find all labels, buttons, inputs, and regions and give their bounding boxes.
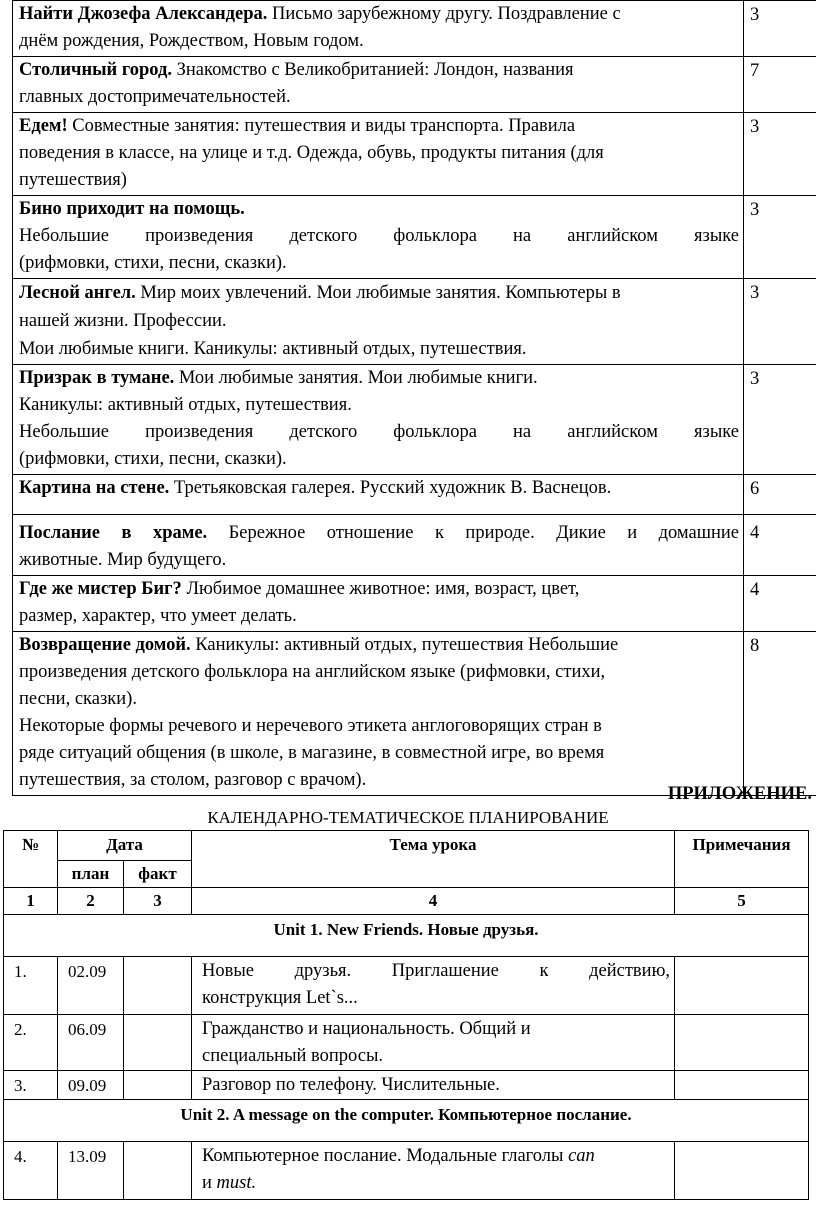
lesson-plan-date: 02.09 (58, 957, 124, 1015)
syllabus-text: Каникулы: активный отдых, путешествия. (19, 395, 352, 415)
lesson-fact-date (124, 1142, 192, 1200)
syllabus-text: (рифмовки, стихи, песни, сказки). (19, 253, 287, 273)
syllabus-topic-cell (13, 576, 744, 632)
syllabus-title: Лесной ангел. (19, 283, 136, 303)
lesson-topic-text: и (202, 1173, 212, 1193)
lesson-notes (675, 1071, 809, 1100)
syllabus-text: размер, характер, что умеет делать. (19, 606, 297, 626)
syllabus-hours: 3 (744, 365, 816, 475)
syllabus-text: Любимое домашнее животное: имя, возраст, цвет, (181, 579, 580, 599)
syllabus-text: Бережное отношение к природе. Дикие и домашние (207, 523, 739, 543)
syllabus-text: путешествия, за столом, разговор с врачом). (19, 770, 367, 790)
syllabus-hours: 4 (744, 515, 816, 576)
syllabus-topic-cell (13, 1, 744, 57)
syllabus-topic-cell (13, 475, 744, 515)
lesson-notes (675, 957, 809, 1015)
plan-title: КАЛЕНДАРНО-ТЕМАТИЧЕСКОЕ ПЛАНИРОВАНИЕ (207, 808, 609, 827)
header-row (4, 831, 809, 861)
syllabus-hours: 8 (744, 632, 816, 796)
syllabus-text: днём рождения, Рождеством, Новым годом. (19, 31, 364, 51)
header-date: Дата (58, 831, 192, 861)
syllabus-title: Послание в храме. (19, 523, 208, 543)
syllabus-text: песни, сказки). (19, 689, 137, 709)
lesson-topic-text: Компьютерное послание. Модальные глаголы (202, 1146, 564, 1166)
syllabus-text: Мои любимые книги. Каникулы: активный отдых, путешествия. (19, 339, 527, 359)
column-number: 5 (675, 888, 809, 915)
lesson-row (4, 1071, 809, 1100)
lesson-notes (675, 1015, 809, 1071)
syllabus-hours: 3 (744, 196, 816, 279)
unit-title: Unit 2. A message on the computer. Компьютерное послание. (4, 1100, 809, 1142)
syllabus-hours: 4 (744, 576, 816, 632)
lesson-fact-date (124, 1071, 192, 1100)
syllabus-row (13, 632, 816, 796)
lesson-plan-date: 06.09 (58, 1015, 124, 1071)
column-number: 1 (4, 888, 58, 915)
syllabus-hours: 6 (744, 475, 816, 515)
lesson-topic-text: Новые друзья. Приглашение к действию, (202, 961, 671, 981)
column-number: 3 (124, 888, 192, 915)
syllabus-hours: 3 (744, 113, 816, 196)
syllabus-text: поведения в классе, на улице и т.д. Одежда, обувь, продукты питания (для (19, 143, 604, 163)
header-number: № (4, 831, 58, 888)
syllabus-row (13, 576, 816, 632)
syllabus-text: Каникулы: активный отдых, путешествия Небольшие (190, 635, 619, 655)
syllabus-topic-cell (13, 57, 744, 113)
syllabus-text: Некоторые формы речевого и неречевого этикета англоговорящих стран в (19, 716, 602, 736)
syllabus-title: Картина на стене. (19, 478, 170, 498)
syllabus-topic-cell (13, 196, 744, 279)
syllabus-text: Небольшие произведения детского фольклора на английском языке (19, 422, 739, 442)
header-notes: Примечания (675, 831, 809, 888)
syllabus-text: Совместные занятия: путешествия и виды транспорта. Правила (67, 116, 576, 136)
column-number-row (4, 888, 809, 915)
syllabus-topic-cell (13, 632, 744, 796)
syllabus-row (13, 279, 816, 365)
syllabus-row (13, 475, 816, 515)
lesson-number: 2. (4, 1015, 58, 1071)
syllabus-row (13, 113, 816, 196)
lesson-number: 1. (4, 957, 58, 1015)
lesson-number: 4. (4, 1142, 58, 1200)
syllabus-text: произведения детского фольклора на английском языке (рифмовки, стихи, (19, 662, 606, 682)
syllabus-text: животные. Мир будущего. (19, 550, 227, 570)
lesson-topic-text: специальный вопросы. (202, 1046, 384, 1066)
lesson-fact-date (124, 957, 192, 1015)
syllabus-title: Где же мистер Биг? (19, 579, 182, 599)
lesson-topic-text: Разговор по телефону. Числительные. (202, 1075, 500, 1095)
syllabus-text: путешествия) (19, 170, 127, 190)
unit-title: Unit 1. New Friends. Новые друзья. (4, 915, 809, 957)
lesson-notes (675, 1142, 809, 1200)
lesson-number: 3. (4, 1071, 58, 1100)
syllabus-row (13, 1, 816, 57)
syllabus-text: Небольшие произведения детского фольклора на английском языке (19, 226, 739, 246)
syllabus-topic-cell (13, 279, 744, 365)
lesson-fact-date (124, 1015, 192, 1071)
syllabus-text: (рифмовки, стихи, песни, сказки). (19, 449, 287, 469)
lesson-topic (192, 1142, 675, 1200)
syllabus-row (13, 57, 816, 113)
syllabus-hours: 3 (744, 279, 816, 365)
syllabus-row (13, 196, 816, 279)
syllabus-title: Бино приходит на помощь. (19, 199, 245, 219)
calendar-table (3, 830, 809, 1200)
lesson-topic (192, 957, 675, 1015)
syllabus-title: Столичный город. (19, 60, 173, 80)
lesson-plan-date: 09.09 (58, 1071, 124, 1100)
syllabus-text: ряде ситуаций общения (в школе, в магазине, в совместной игре, во время (19, 743, 605, 763)
syllabus-title: Призрак в тумане. (19, 368, 175, 388)
syllabus-text: Мои любимые занятия. Мои любимые книги. (174, 368, 538, 388)
syllabus-hours: 3 (744, 1, 816, 57)
syllabus-topic-cell (13, 113, 744, 196)
lesson-topic (192, 1071, 675, 1100)
column-number: 2 (58, 888, 124, 915)
unit-row (4, 1100, 809, 1142)
lesson-topic-text: конструкция Let`s... (202, 988, 358, 1008)
header-fact: факт (124, 861, 192, 888)
lesson-topic-text: Гражданство и национальность. Общий и (202, 1019, 531, 1039)
lesson-topic-italic: must. (216, 1173, 257, 1193)
lesson-row (4, 1142, 809, 1200)
syllabus-text: главных достопримечательностей. (19, 87, 291, 107)
syllabus-title: Возвращение домой. (19, 635, 191, 655)
lesson-topic (192, 1015, 675, 1071)
appendix-label: ПРИЛОЖЕНИЕ. (667, 784, 812, 804)
lesson-row (4, 957, 809, 1015)
syllabus-title: Едем! (19, 116, 68, 136)
header-plan: план (58, 861, 124, 888)
lesson-plan-date: 13.09 (58, 1142, 124, 1200)
syllabus-topic-cell (13, 365, 744, 475)
syllabus-text: Знакомство с Великобританией: Лондон, названия (172, 60, 574, 80)
syllabus-row (13, 515, 816, 576)
column-number: 4 (192, 888, 675, 915)
syllabus-text: Мир моих увлечений. Мои любимые занятия. Компьютеры в (135, 283, 621, 303)
syllabus-row (13, 365, 816, 475)
header-topic: Тема урока (192, 831, 675, 888)
unit-row (4, 915, 809, 957)
syllabus-table (12, 0, 816, 796)
syllabus-hours: 7 (744, 57, 816, 113)
lesson-topic-italic: can (568, 1146, 595, 1166)
syllabus-topic-cell (13, 515, 744, 576)
syllabus-text: Письмо зарубежному другу. Поздравление с (267, 4, 621, 24)
lesson-row (4, 1015, 809, 1071)
syllabus-text: Третьяковская галерея. Русский художник В. Васнецов. (169, 478, 612, 498)
syllabus-title: Найти Джозефа Александера. (19, 4, 268, 24)
syllabus-text: нашей жизни. Профессии. (19, 311, 227, 331)
